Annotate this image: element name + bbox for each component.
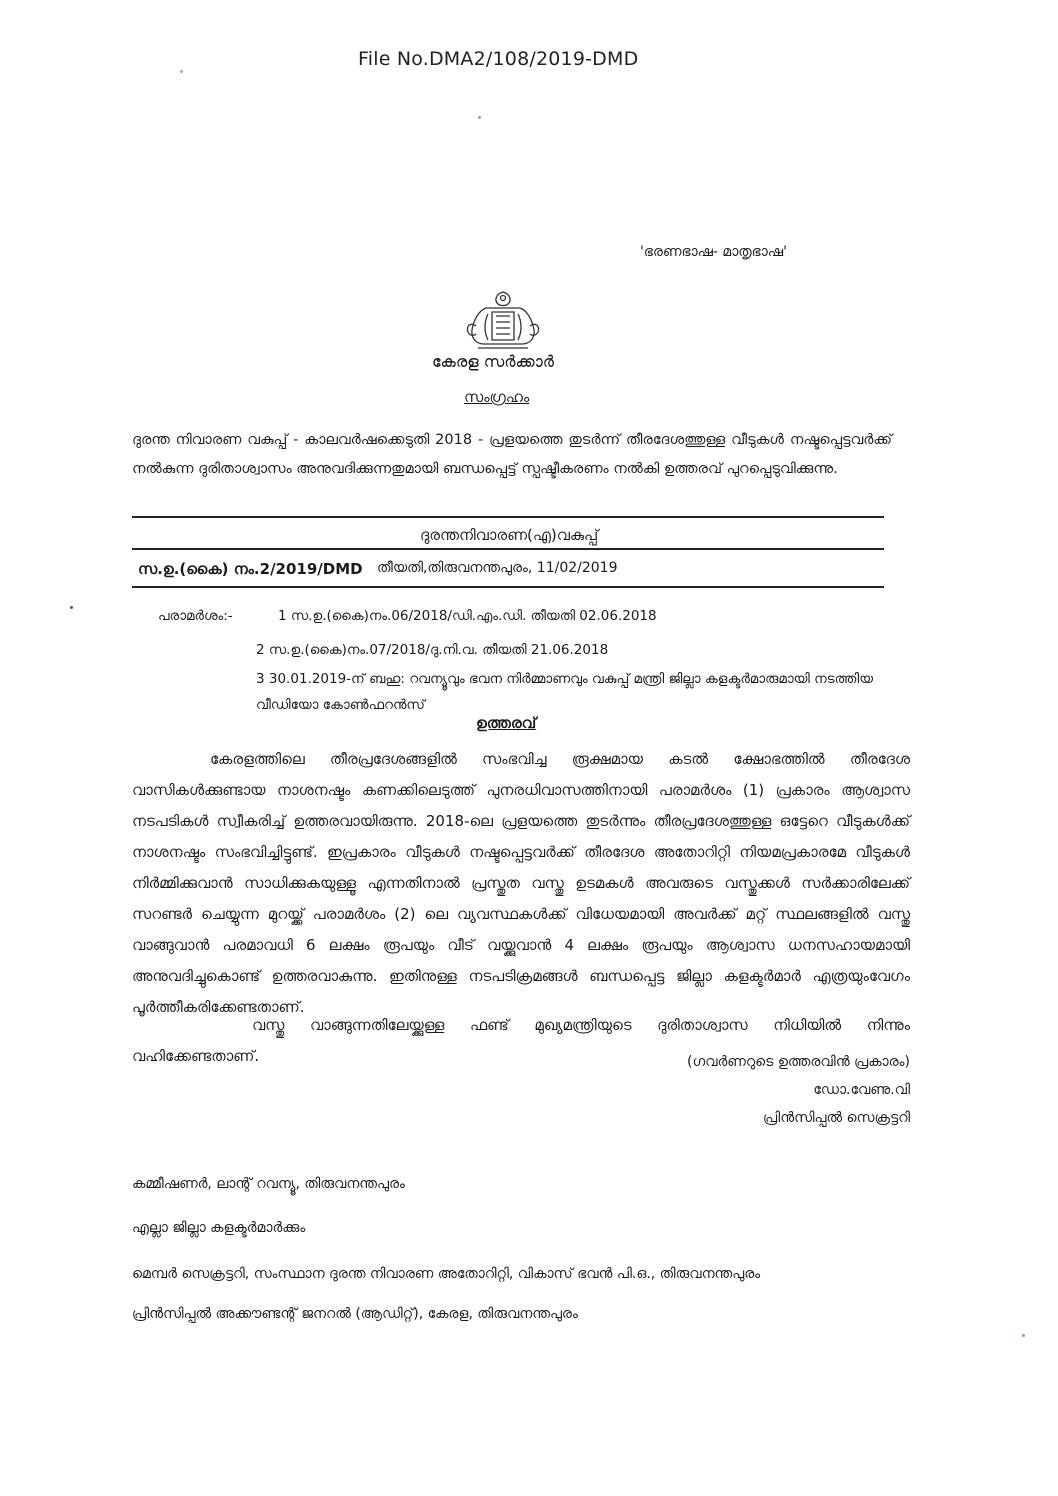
divider-line [132,516,884,518]
recipient: എല്ലാ ജില്ലാ കളക്ടർമാർക്കും [132,1220,306,1236]
scan-speck [478,116,481,119]
scan-speck [70,606,73,609]
references-label: പരാമർശം:- [158,608,233,624]
kerala-emblem-icon [458,286,548,354]
reference-item: 3 30.01.2019-ന് ബഹു: റവന്യൂവും ഭവന നിർമ്മാണവും വകുപ്പ് മന്ത്രി ജില്ലാ കളക്ടർമാരുമായി നടത്തിയ വീഡിയോ കോൺഫറൻസ് [256,671,874,713]
scan-speck [1022,1334,1025,1337]
order-number: സ.ഉ.(കൈ) നം.2/2019/DMD [138,560,363,578]
order-heading: ഉത്തരവ് [476,714,537,732]
summary-heading: സംഗ്രഹം [464,388,530,406]
signatory-designation: പ്രിൻസിപ്പൽ സെക്രട്ടറി [763,1110,910,1126]
recipient: പ്രിൻസിപ്പൽ അക്കൗണ്ടന്റ് ജനറൽ (ആഡിറ്റ്), കേരള, തിരുവനന്തപുരം [132,1306,578,1322]
order-body: കേരളത്തിലെ തീരപ്രദേശങ്ങളിൽ സംഭവിച്ച രൂക്ഷമായ കടൽ ക്ഷോഭത്തിൽ തീരദേശ വാസികൾക്കുണ്ടായ നാശനഷ്ടം കണക്കിലെടുത്ത് പുനരധിവാസത്തിനായി പരാമർശം (1) പ്രകാരം ആശ്വാസ നടപടികൾ സ്വീകരിച്ച് ഉത്തരവായിരുന്നു. 2018-ലെ പ്രളയത്തെ തുടർന്നും തീരപ്രദേശത്തുള്ള ഒട്ടേറെ വീടുകൾക്ക് നാശനഷ്ടം സംഭവിച്ചിട്ടുണ്ട്. ഇപ്രകാരം വീടുകൾ നഷ്ടപ്പെട്ടവർക്ക് തീരദേശ അതോറിറ്റി നിയമപ്രകാരമേ വീടുകൾ നിർമ്മിക്കുവാൻ സാധിക്കുകയുള്ളൂ എന്നതിനാൽ പ്രസ്തുത വസ്തു ഉടമകൾ അവരുടെ വസ്തുക്കൾ സർക്കാരിലേക്ക് സറണ്ടർ ചെയ്യുന്ന മുറയ്ക്ക് പരാമർശം (2) ലെ വ്യവസ്ഥകൾക്ക് വിധേയമായി അവർക്ക് മറ്റ് സ്ഥലങ്ങളിൽ വസ്തു വാങ്ങുവാൻ പരമാവധി 6 ലക്ഷം രൂപയും വീട് വയ്ക്കുവാൻ 4 ലക്ഷം രൂപയും ആശ്വാസ ധനസഹായമായി അനുവദിച്ചുകൊണ്ട് ഉത്തരവാകുന്നു. ഇതിനുള്ള നടപടിക്രമങ്ങൾ ബന്ധപ്പെട്ട ജില്ലാ കളക്ടർമാർ എത്രയുംവേഗം പൂർത്തീകരിക്കേണ്ടതാണ്. [132,750,910,1016]
by-order-line: (ഗവർണറുടെ ഉത്തരവിൻ പ്രകാരം) [687,1054,910,1070]
signatory-name: ഡോ.വേണു.വി [813,1082,910,1098]
government-name: കേരള സർക്കാർ [432,352,554,371]
recipient: കമ്മീഷണർ, ലാന്റ് റവന്യൂ, തിരുവനന്തപുരം [132,1176,405,1192]
order-body-fund: വസ്തു വാങ്ങുന്നതിലേയ്ക്കുള്ള ഫണ്ട് മുഖ്യമന്ത്രിയുടെ ദുരിതാശ്വാസ നിധിയിൽ നിന്നും വഹിക്കേണ്ടതാണ്. [132,1016,910,1065]
file-number: File No.DMA2/108/2019-DMD [358,48,639,70]
motto: 'ഭരണഭാഷ- മാതൃഭാഷ' [640,244,787,260]
department-name: ദുരന്തനിവാരണ(എ)വകുപ്പ് [420,526,599,544]
reference-item: 2 സ.ഉ.(കൈ)നം.07/2018/ദു.നി.വ. തീയതി 21.06.2018 [256,642,609,658]
divider-line [132,586,884,588]
reference-item: 1 സ.ഉ.(കൈ)നം.06/2018/ഡി.എം.ഡി. തീയതി 02.06.2018 [278,608,657,624]
recipient: മെമ്പർ സെക്രട്ടറി, സംസ്ഥാന ദുരന്ത നിവാരണ അതോറിറ്റി, വികാസ് ഭവൻ പി.ഒ., തിരുവനന്തപുരം [132,1266,761,1282]
order-subject: ദുരന്ത നിവാരണ വകുപ്പ് - കാലവർഷക്കെടുതി 2018 - പ്രളയത്തെ തുടർന്ന് തീരദേശത്തുള്ള വീടുകൾ നഷ്ടപ്പെട്ടവർക്ക് നൽകുന്ന ദുരിതാശ്വാസം അനുവദിക്കുന്നതുമായി ബന്ധപ്പെട്ട് സ്പഷ്ടീകരണം നൽകി ഉത്തരവ് പുറപ്പെടുവിക്കുന്നു. [132,432,892,477]
divider-line [132,548,884,550]
scan-speck [180,70,183,73]
order-date: തീയതി,തിരുവനന്തപുരം, 11/02/2019 [377,560,618,576]
